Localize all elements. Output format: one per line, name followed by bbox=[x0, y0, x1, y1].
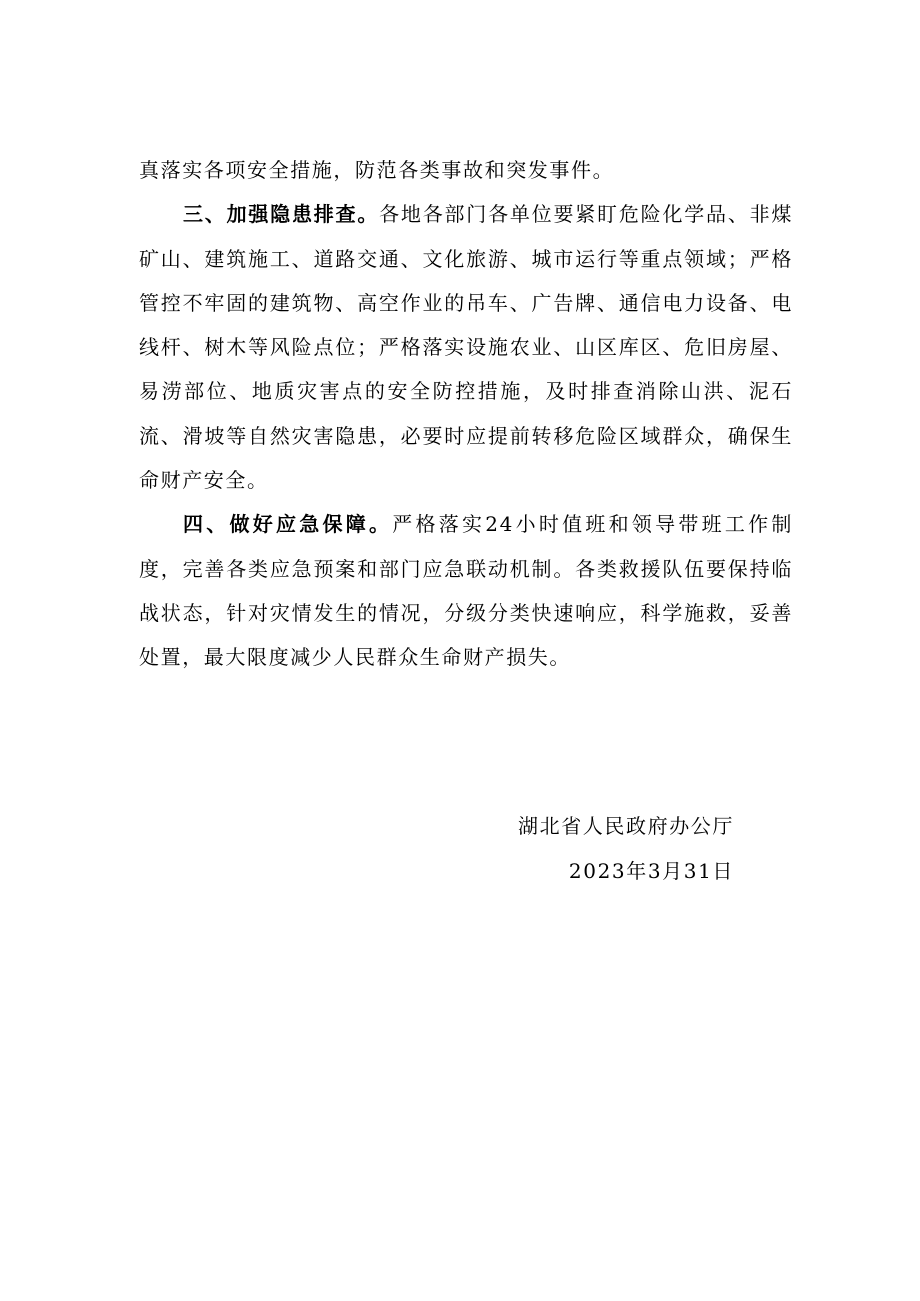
document-body bbox=[139, 148, 793, 680]
paragraph-text: 各地各部门各单位要紧盯危险化学品、非煤矿山、建筑施工、道路交通、文化旅游、城市运行等重点领域；严格管控不牢固的建筑物、高空作业的吊车、广告牌、通信电力设备、电线杆、树木等风险点位；严格落实设施农业、山区库区、危旧房屋、易涝部位、地质灾害点的安全防控措施，及时排查消除山洪、泥石流、滑坡等自然灾害隐患，必要时应提前转移危险区域群众，确保生命财产安全。 bbox=[139, 202, 793, 493]
section-heading-emergency-support: 四、做好应急保障。 bbox=[183, 512, 393, 537]
paragraph-text: 严格落实24小时值班和领导带班工作制度，完善各类应急预案和部门应急联动机制。各类救援队伍要保持临战状态，针对灾情发生的情况，分级分类快速响应，科学施救，妥善处置，最大限度减少人民群众生命财产损失。 bbox=[139, 512, 794, 670]
paragraph-emergency-support bbox=[139, 502, 793, 679]
paragraph-text: 真落实各项安全措施，防范各类事故和突发事件。 bbox=[139, 158, 615, 182]
signature-date: 2023年3月31日 bbox=[568, 859, 734, 883]
section-heading-hazard-inspection: 三、加强隐患排查。 bbox=[183, 202, 380, 227]
paragraph-continuation bbox=[139, 148, 793, 192]
signature-organization: 湖北省人民政府办公厅 bbox=[518, 814, 734, 838]
paragraph-hazard-inspection bbox=[139, 192, 793, 502]
